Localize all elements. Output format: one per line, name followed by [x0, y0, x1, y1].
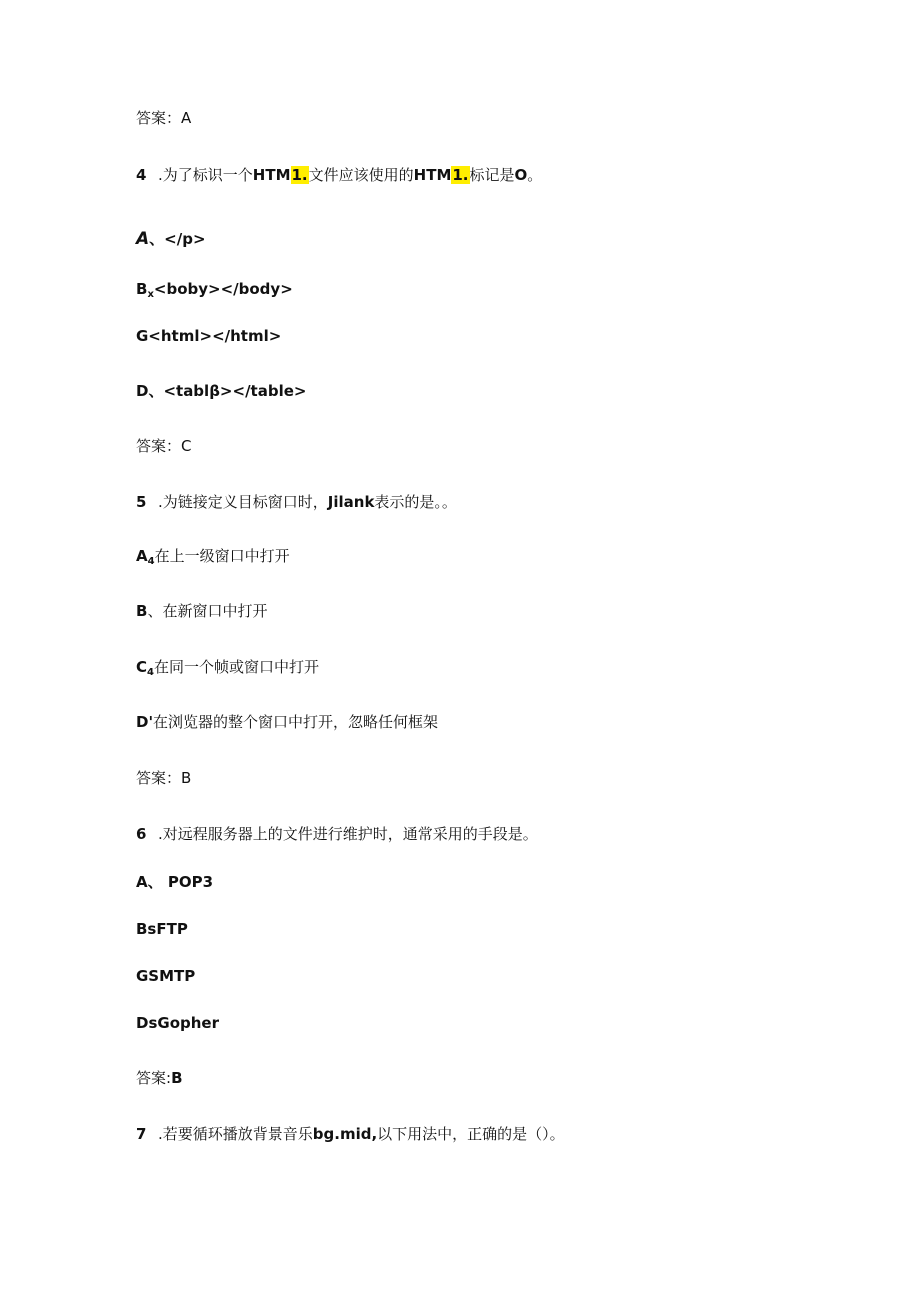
q5-option-d-letter: D': [136, 713, 154, 731]
q6-answer: [136, 1068, 183, 1088]
q4-answer: [136, 436, 191, 456]
q6-option-a: [136, 872, 213, 892]
q4-question: [136, 165, 542, 185]
q4-option-a-text: 、</p>: [149, 230, 206, 248]
q5-option-d-text: 在浏览器的整个窗口中打开，忽略任何框架: [153, 713, 439, 731]
q5-answer-text: 答案：B: [136, 769, 192, 787]
q4-text-2: 文件应该使用的: [308, 166, 414, 184]
q4-answer-text: 答案：C: [136, 437, 192, 455]
q6-option-d-text: DsGopher: [136, 1014, 219, 1032]
q4-text-3: 标记是: [469, 166, 515, 184]
q6-option-d: [136, 1013, 219, 1033]
q5-option-c-sub: 4: [147, 667, 154, 678]
q6-option-c: [136, 966, 195, 986]
q6-option-b-text: BsFTP: [136, 920, 188, 938]
q5-option-a-letter: A: [136, 547, 148, 565]
q6-option-a-text: A、 POP3: [136, 873, 214, 891]
q4-highlight-1: 1.: [291, 166, 308, 184]
q4-option-b-sub: x: [147, 289, 154, 300]
q5-text-1: .为链接定义目标窗口时，: [158, 493, 328, 511]
q7-text-1: .若要循环播放背景音乐: [158, 1125, 313, 1143]
q5-bold-1: Jilank: [327, 493, 375, 511]
q6-option-c-text: GSMTP: [136, 967, 196, 985]
q4-bold-2: HTM: [413, 166, 452, 184]
q5-option-b-letter: B: [136, 602, 148, 620]
q5-question: [136, 492, 457, 512]
q4-option-d: [136, 381, 306, 401]
q4-option-d-text: D、<tablβ></table>: [136, 382, 307, 400]
q5-option-b: [136, 601, 267, 621]
q6-answer-value: B: [171, 1069, 183, 1087]
q6-question: [136, 824, 538, 844]
q4-text-1: .为了标识一个: [158, 166, 253, 184]
q7-bold-1: bg.mid,: [312, 1125, 378, 1143]
q5-text-2: 表示的是。。: [374, 493, 457, 511]
q4-bold-3: O: [514, 166, 528, 184]
q4-option-b-letter: B: [136, 280, 148, 298]
q4-option-a: [136, 229, 206, 249]
q4-option-b-text: <boby></body>: [153, 280, 293, 298]
q7-number: 7: [136, 1125, 147, 1143]
q4-text-4: 。: [527, 166, 543, 184]
q4-option-c-text: G<html></html>: [136, 327, 282, 345]
q5-option-a-text: 在上一级窗口中打开: [154, 547, 290, 565]
q4-option-b: [136, 279, 293, 305]
q5-option-b-text: 、在新窗口中打开: [147, 602, 268, 620]
q5-answer: [136, 768, 191, 788]
q6-answer-label: 答案:: [136, 1069, 172, 1087]
q4-option-a-letter: A: [136, 229, 150, 249]
q4-number: 4: [136, 166, 147, 184]
q4-option-c: [136, 326, 281, 346]
q5-option-c-text: 在同一个帧或窗口中打开: [153, 658, 319, 676]
q5-option-d: [136, 712, 438, 732]
q5-option-c-letter: C: [136, 658, 148, 676]
q6-option-b: [136, 919, 188, 939]
q6-number: 6: [136, 825, 147, 843]
q3-answer: [136, 108, 191, 128]
q5-option-a-sub: 4: [147, 556, 155, 567]
q6-text: .对远程服务器上的文件进行维护时，通常采用的手段是。: [158, 825, 538, 843]
q4-bold-1: HTM: [252, 166, 291, 184]
q5-option-a: [136, 546, 290, 572]
q3-answer-text: 答案：A: [136, 109, 192, 127]
q5-option-c: [136, 657, 319, 683]
q7-question: [136, 1124, 565, 1144]
q5-number: 5: [136, 493, 147, 511]
q4-highlight-2: 1.: [452, 166, 469, 184]
q7-text-2: 以下用法中，正确的是（）。: [377, 1125, 565, 1143]
